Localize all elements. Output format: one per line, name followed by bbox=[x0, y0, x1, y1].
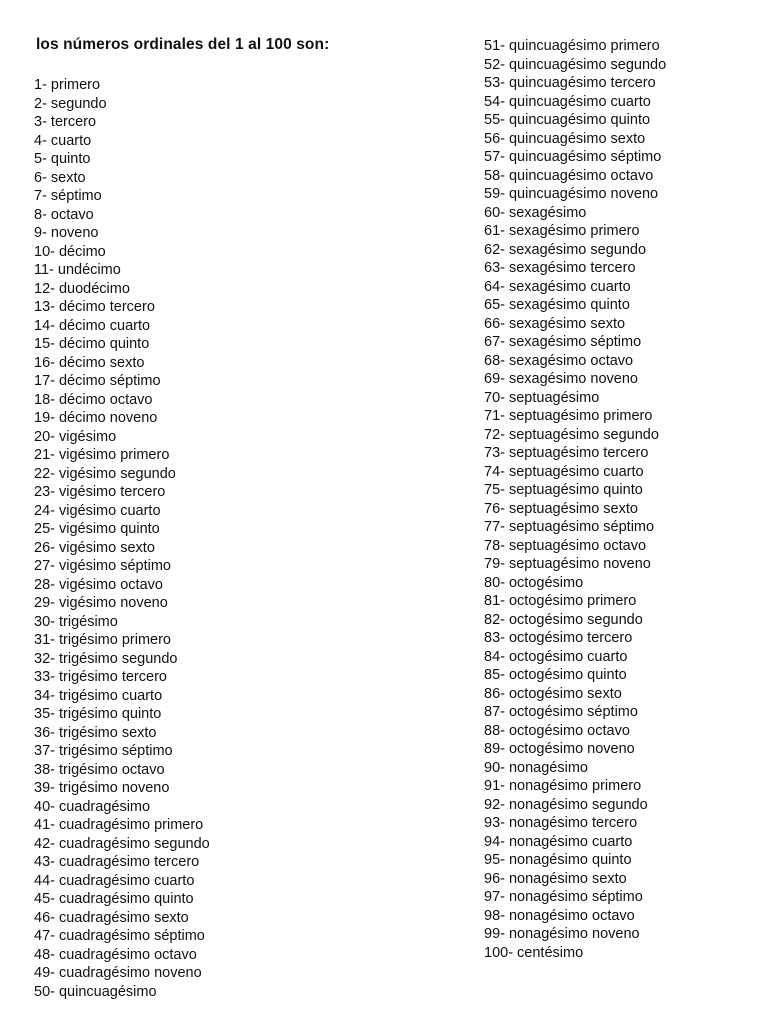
ordinal-list-item: 58- quincuagésimo octavo bbox=[484, 167, 654, 184]
ordinal-list-item: 71- septuagésimo primero bbox=[484, 408, 653, 424]
ordinal-list-item: 45- cuadragésimo quinto bbox=[34, 891, 194, 907]
ordinal-list-item: 62- sexagésimo segundo bbox=[484, 241, 647, 258]
ordinal-list-item: 39- trigésimo noveno bbox=[34, 780, 170, 796]
ordinal-list-item: 44- cuadragésimo cuarto bbox=[34, 872, 195, 889]
ordinal-list-item: 36- trigésimo sexto bbox=[34, 724, 157, 741]
ordinal-list-item: 20- vigésimo bbox=[34, 428, 117, 445]
ordinal-list-item: 57- quincuagésimo séptimo bbox=[484, 149, 662, 165]
ordinal-list-item: 24- vigésimo cuarto bbox=[34, 502, 161, 519]
ordinal-list-item: 50- quincuagésimo bbox=[34, 983, 157, 1000]
ordinal-list-left bbox=[34, 76, 210, 1001]
ordinal-list-item: 67- sexagésimo séptimo bbox=[484, 334, 642, 350]
ordinal-list-item: 87- octogésimo séptimo bbox=[484, 704, 638, 720]
ordinal-list-item: 55- quincuagésimo quinto bbox=[484, 112, 651, 128]
ordinal-list-item: 59- quincuagésimo noveno bbox=[484, 186, 659, 202]
ordinal-list-item: 98- nonagésimo octavo bbox=[484, 907, 635, 924]
document-title: los números ordinales del 1 al 100 son: bbox=[36, 36, 330, 53]
ordinal-list-item: 3- tercero bbox=[34, 114, 97, 130]
ordinal-list-item: 26- vigésimo sexto bbox=[34, 539, 155, 556]
ordinal-list-item: 13- décimo tercero bbox=[34, 299, 155, 315]
ordinal-list-item: 89- octogésimo noveno bbox=[484, 741, 635, 757]
ordinal-list-item: 18- décimo octavo bbox=[34, 391, 153, 408]
ordinal-list-item: 22- vigésimo segundo bbox=[34, 465, 176, 482]
ordinal-list-item: 25- vigésimo quinto bbox=[34, 521, 160, 537]
ordinal-list-item: 7- séptimo bbox=[34, 188, 102, 204]
ordinal-list-item: 85- octogésimo quinto bbox=[484, 667, 627, 683]
ordinal-list-item: 96- nonagésimo sexto bbox=[484, 870, 627, 887]
ordinal-list-item: 43- cuadragésimo tercero bbox=[34, 854, 200, 870]
ordinal-list-item: 72- septuagésimo segundo bbox=[484, 426, 659, 443]
ordinal-list-item: 86- octogésimo sexto bbox=[484, 685, 622, 702]
ordinal-list-item: 17- décimo séptimo bbox=[34, 373, 161, 389]
ordinal-list-item: 30- trigésimo bbox=[34, 613, 118, 630]
ordinal-list-item: 91- nonagésimo primero bbox=[484, 778, 642, 794]
ordinal-list-item: 10- décimo bbox=[34, 243, 106, 260]
ordinal-list-item: 48- cuadragésimo octavo bbox=[34, 946, 197, 963]
ordinal-list-item: 23- vigésimo tercero bbox=[34, 484, 166, 500]
ordinal-list-item: 66- sexagésimo sexto bbox=[484, 315, 626, 332]
ordinal-list-item: 99- nonagésimo noveno bbox=[484, 926, 640, 942]
ordinal-list-item: 1- primero bbox=[34, 77, 101, 93]
ordinal-list-item: 76- septuagésimo sexto bbox=[484, 500, 638, 517]
ordinal-list-item: 69- sexagésimo noveno bbox=[484, 371, 638, 387]
ordinal-list-item: 53- quincuagésimo tercero bbox=[484, 75, 656, 91]
ordinal-list-item: 92- nonagésimo segundo bbox=[484, 796, 648, 813]
ordinal-list-item: 94- nonagésimo cuarto bbox=[484, 833, 633, 850]
ordinal-list-item: 32- trigésimo segundo bbox=[34, 650, 178, 667]
ordinal-list-item: 63- sexagésimo tercero bbox=[484, 260, 636, 276]
ordinal-list-item: 68- sexagésimo octavo bbox=[484, 352, 634, 369]
ordinal-list-item: 42- cuadragésimo segundo bbox=[34, 835, 210, 852]
ordinal-list-item: 51- quincuagésimo primero bbox=[484, 38, 660, 54]
ordinal-list-item: 65- sexagésimo quinto bbox=[484, 297, 630, 313]
ordinal-list-item: 61- sexagésimo primero bbox=[484, 223, 640, 239]
ordinal-list-item: 97- nonagésimo séptimo bbox=[484, 889, 643, 905]
ordinal-list-item: 12- duodécimo bbox=[34, 280, 130, 297]
ordinal-list-item: 28- vigésimo octavo bbox=[34, 576, 163, 593]
ordinal-list-item: 52- quincuagésimo segundo bbox=[484, 56, 667, 73]
ordinal-list-item: 60- sexagésimo bbox=[484, 204, 587, 221]
ordinal-list-item: 34- trigésimo cuarto bbox=[34, 687, 163, 704]
ordinal-list-item: 31- trigésimo primero bbox=[34, 632, 171, 648]
ordinal-list-item: 47- cuadragésimo séptimo bbox=[34, 928, 205, 944]
ordinal-list-item: 75- septuagésimo quinto bbox=[484, 482, 643, 498]
ordinal-list-item: 27- vigésimo séptimo bbox=[34, 558, 171, 574]
ordinal-list-item: 79- septuagésimo noveno bbox=[484, 556, 651, 572]
ordinal-list-item: 77- septuagésimo séptimo bbox=[484, 519, 655, 535]
ordinal-list-item: 40- cuadragésimo bbox=[34, 798, 151, 815]
ordinal-list-item: 90- nonagésimo bbox=[484, 759, 588, 776]
ordinal-list-item: 93- nonagésimo tercero bbox=[484, 815, 638, 831]
ordinal-list-item: 88- octogésimo octavo bbox=[484, 722, 630, 739]
ordinal-list-item: 6- sexto bbox=[34, 169, 86, 186]
ordinal-list-item: 35- trigésimo quinto bbox=[34, 706, 162, 722]
ordinal-list-item: 2- segundo bbox=[34, 95, 107, 112]
ordinal-list-item: 70- septuagésimo bbox=[484, 389, 600, 406]
ordinal-list-item: 95- nonagésimo quinto bbox=[484, 852, 632, 868]
ordinal-list-item: 83- octogésimo tercero bbox=[484, 630, 633, 646]
ordinal-list-item: 54- quincuagésimo cuarto bbox=[484, 93, 651, 110]
ordinal-list-item: 81- octogésimo primero bbox=[484, 593, 637, 609]
ordinal-list-item: 56- quincuagésimo sexto bbox=[484, 130, 646, 147]
ordinal-list-right bbox=[484, 37, 666, 962]
ordinal-list-item: 49- cuadragésimo noveno bbox=[34, 965, 202, 981]
ordinal-list-item: 5- quinto bbox=[34, 151, 91, 167]
ordinal-list-item: 14- décimo cuarto bbox=[34, 317, 151, 334]
ordinal-list-item: 41- cuadragésimo primero bbox=[34, 817, 204, 833]
ordinal-list-item: 9- noveno bbox=[34, 225, 99, 241]
ordinal-list-item: 74- septuagésimo cuarto bbox=[484, 463, 644, 480]
ordinal-list-item: 64- sexagésimo cuarto bbox=[484, 278, 631, 295]
ordinal-list-item: 29- vigésimo noveno bbox=[34, 595, 168, 611]
ordinal-list-item: 11- undécimo bbox=[34, 262, 121, 278]
ordinal-list-item: 100- centésimo bbox=[484, 944, 584, 961]
ordinal-list-item: 4- cuarto bbox=[34, 132, 92, 149]
ordinal-list-item: 16- décimo sexto bbox=[34, 354, 145, 371]
ordinal-list-item: 38- trigésimo octavo bbox=[34, 761, 165, 778]
ordinal-list-item: 73- septuagésimo tercero bbox=[484, 445, 649, 461]
ordinal-list-item: 21- vigésimo primero bbox=[34, 447, 170, 463]
ordinal-list-item: 8- octavo bbox=[34, 206, 94, 223]
ordinal-list-item: 82- octogésimo segundo bbox=[484, 611, 643, 628]
ordinal-list-item: 19- décimo noveno bbox=[34, 410, 158, 426]
ordinal-list-item: 78- septuagésimo octavo bbox=[484, 537, 647, 554]
ordinal-list-item: 84- octogésimo cuarto bbox=[484, 648, 628, 665]
ordinal-list-item: 33- trigésimo tercero bbox=[34, 669, 167, 685]
ordinal-list-item: 46- cuadragésimo sexto bbox=[34, 909, 189, 926]
ordinal-list-item: 15- décimo quinto bbox=[34, 336, 150, 352]
ordinal-list-item: 80- octogésimo bbox=[484, 574, 584, 591]
ordinal-list-item: 37- trigésimo séptimo bbox=[34, 743, 173, 759]
